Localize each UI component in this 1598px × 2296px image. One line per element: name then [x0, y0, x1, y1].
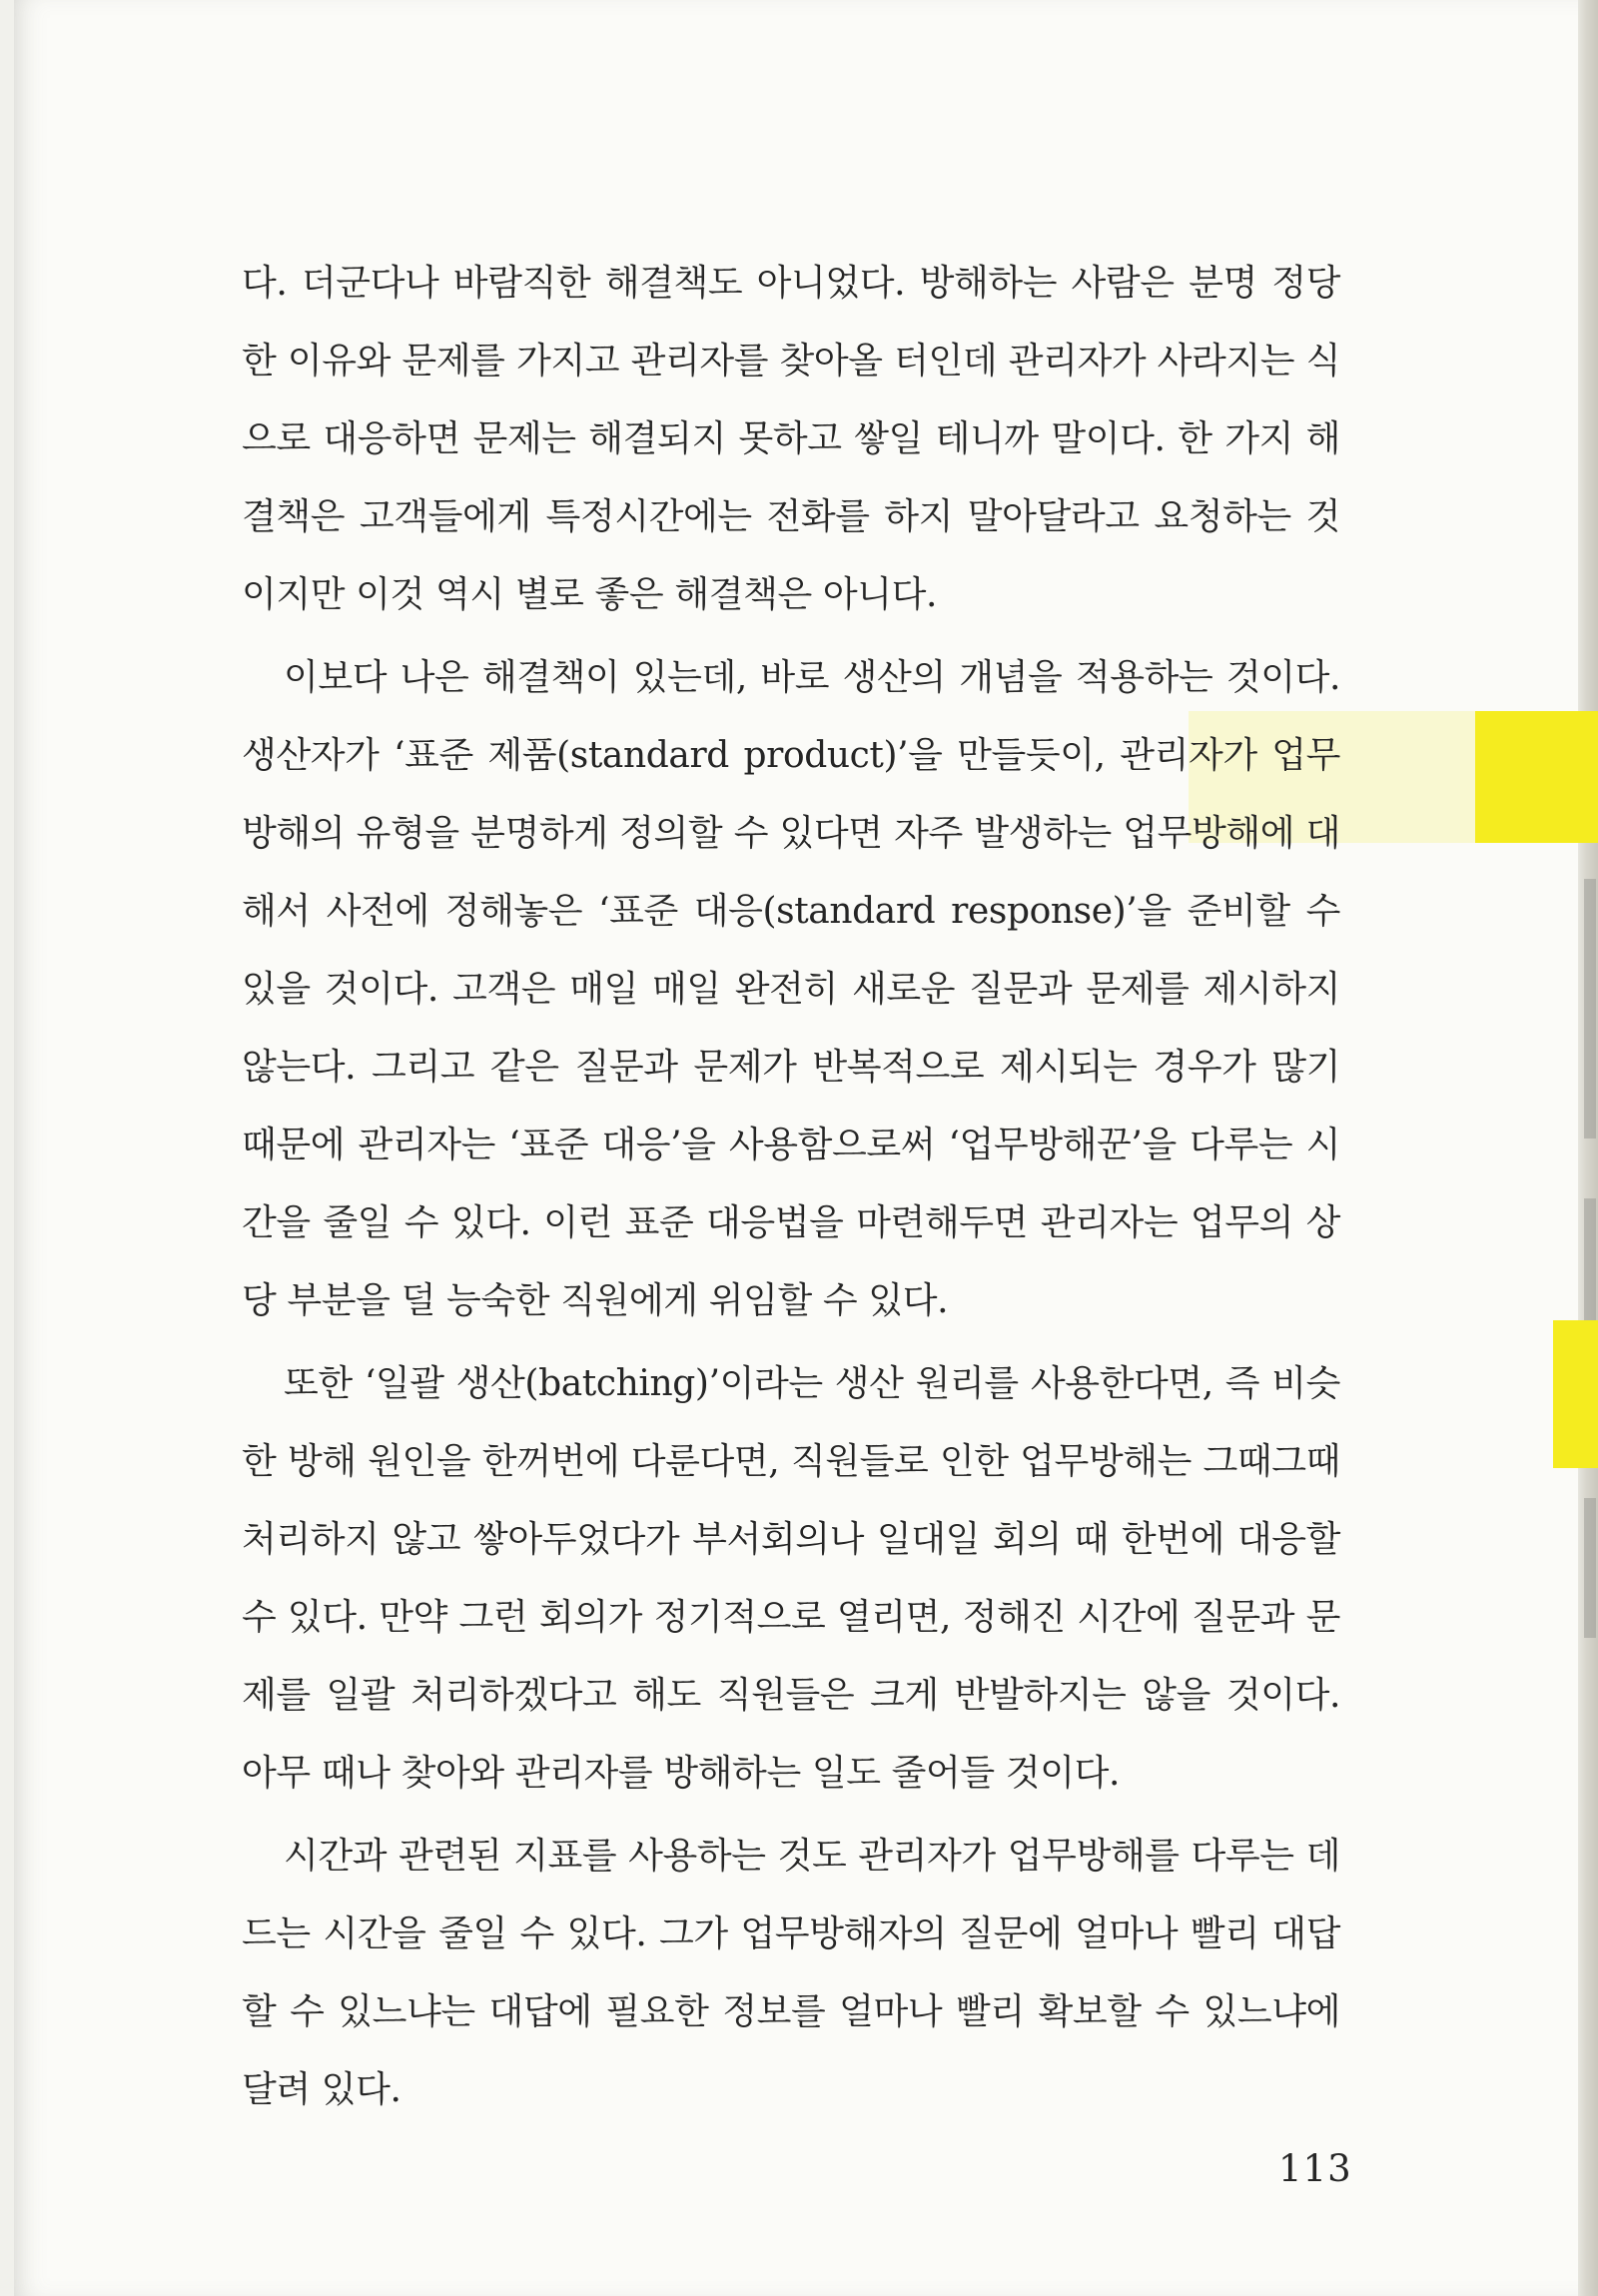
sticky-note-tab-lower [1553, 1320, 1598, 1468]
page-number: 113 [1278, 2147, 1352, 2190]
paragraph: 다. 더군다나 바람직한 해결책도 아니었다. 방해하는 사람은 분명 정당한 이유와 문제를 가지고 관리자를 찾아올 터인데 관리자가 사라지는 식으로 대응하면 문제는 해결되지 못하고 쌓일 테니까 말이다. 한 가지 해결책은 고객들에게 특정시간에는 전화를 하지 말아달라고 요청하는 것이지만 이것 역시 별로 좋은 해결책은 아니다. [242, 263, 1340, 615]
paragraph: 시간과 관련된 지표를 사용하는 것도 관리자가 업무방해를 다루는 데 드는 시간을 줄일 수 있다. 그가 업무방해자의 질문에 얼마나 빨리 대답할 수 있느냐는 대답에 필요한 정보를 얼마나 빨리 확보할 수 있느냐에 달려 있다. [242, 1836, 1340, 2110]
page-edge-shadow-mark [1584, 879, 1596, 1139]
paragraph: 또한 ‘일괄 생산(batching)’이라는 생산 원리를 사용한다면, 즉 비슷한 방해 원인을 한꺼번에 다룬다면, 직원들로 인한 업무방해는 그때그때 처리하지 않고 쌓아두었다가 부서회의나 일대일 회의 때 한번에 대응할 수 있다. 만약 그런 회의가 정기적으로 열리면, 정해진 시간에 질문과 문제를 일괄 처리하겠다고 해도 직원들은 크게 반발하지는 않을 것이다. 아무 때나 찾아와 관리자를 방해하는 일도 줄어들 것이다. [242, 1363, 1340, 1794]
book-page-edge [1578, 0, 1598, 2296]
paragraph: 이보다 나은 해결책이 있는데, 바로 생산의 개념을 적용하는 것이다. 생산자가 ‘표준 제품(standard product)’을 만들듯이, 관리자가 업무방해의 유형을 분명하게 정의할 수 있다면 자주 발생하는 업무방해에 대해서 사전에 정해놓은 ‘표준 대응(standard response)’을 준비할 수 있을 것이다. 고객은 매일 매일 완전히 새로운 질문과 문제를 제시하지 않는다. 그리고 같은 질문과 문제가 반복적으로 제시되는 경우가 많기 때문에 관리자는 ‘표준 대응’을 사용함으로써 ‘업무방해꾼’을 다루는 시간을 줄일 수 있다. 이런 표준 대응법을 마련해두면 관리자는 업무의 상당 부분을 덜 능숙한 직원에게 위임할 수 있다. [242, 657, 1340, 1321]
sticky-note-tab-upper [1475, 711, 1598, 843]
page-edge-shadow-mark [1584, 1498, 1596, 1638]
body-text [242, 245, 1340, 2134]
